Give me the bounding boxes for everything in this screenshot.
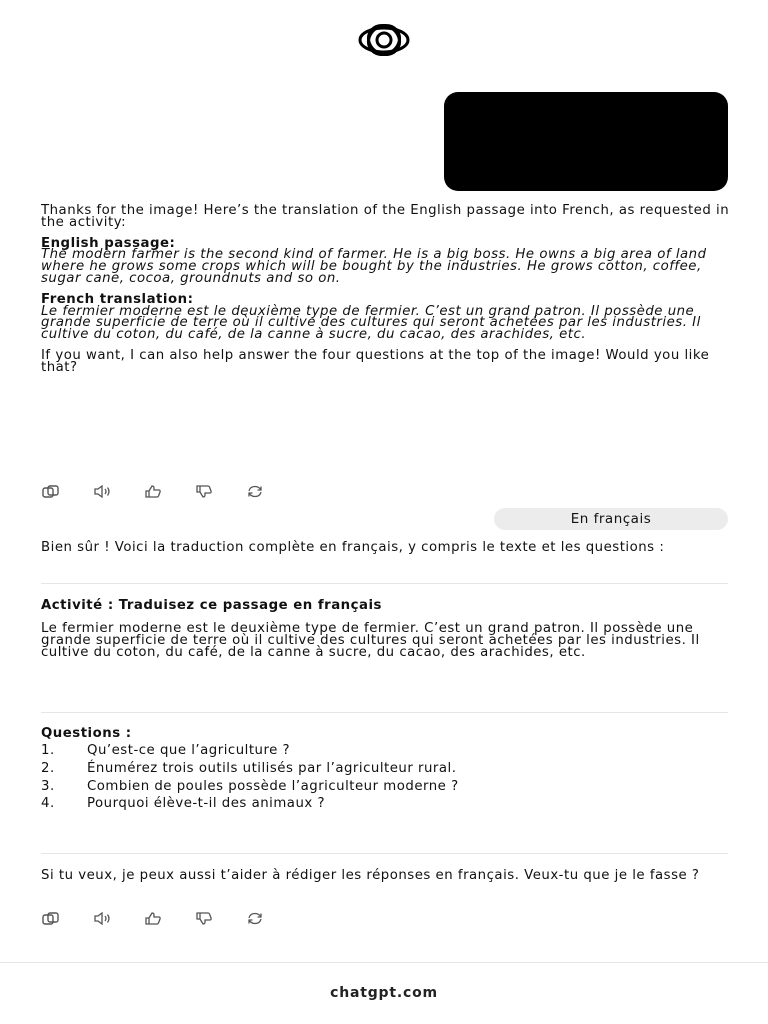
activity-heading: Activité : Traduisez ce passage en français [41,598,382,613]
divider [41,712,728,713]
divider [41,583,728,584]
reply2-outro: Si tu veux, je peux aussi t’aider à rédiger les réponses en français. Veux-tu que je le fasse ? [41,868,700,883]
regenerate-icon[interactable] [245,911,265,925]
list-item: 1. Qu’est-ce que l’agriculture ? [41,743,291,758]
english-heading: English passage: [41,235,176,251]
questions-list [41,745,731,816]
list-item: 3. Combien de poules possède l’agriculteur moderne ? [41,778,459,794]
message-actions-2 [41,910,265,926]
reply2-intro: Bien sûr ! Voici la traduction complète en français, y compris le texte et les questions : [41,540,665,555]
thumbs-up-icon[interactable] [143,484,163,498]
read-aloud-icon[interactable] [92,911,112,925]
activity-passage: Le fermier moderne est le deuxième type de fermier. C’est un grand patron. Il possède une grande superficie de terre où il cultive des cultures qui seront achetées par les industries. Il cultive du coton, du café, de la canne à sucre, du cacao, des arachides, etc. [41,621,700,660]
thumbs-down-icon[interactable] [194,484,214,498]
read-aloud-icon[interactable] [92,484,112,498]
french-heading: French translation: [41,291,194,307]
french-translation: Le fermier moderne est le deuxième type de fermier. C’est un grand patron. Il possède une grande superficie de terre où il cultive des cultures qui seront achetées par les industries. Il cultive du coton, du café, de la canne à sucre, du cacao, des arachides, etc. [41,303,701,343]
questions-heading: Questions : [41,726,132,741]
reply2-outro-block [41,870,731,882]
english-passage: The modern farmer is the second kind of farmer. He is a big boss. He owns a big area of land where he grows some crops which will be bought by the industries. He grows cotton, coffee, sugar cane, cocoa, groundnuts and so on. [41,247,707,286]
list-item: 2. Énumérez trois outils utilisés par l’agriculteur rural. [41,760,457,776]
divider [41,853,728,854]
copy-icon[interactable] [41,911,61,925]
reply-outro: If you want, I can also help answer the four questions at the top of the image! Would you like that? [41,347,710,375]
reply-intro: Thanks for the image! Here’s the translation of the English passage into French, as requested in the activity: [41,203,730,230]
thumbs-down-icon[interactable] [194,911,214,925]
copy-icon[interactable] [41,484,61,498]
openai-logo-icon [329,22,439,58]
message-actions-1 [41,483,265,499]
user-message: En français [494,508,728,530]
assistant-message-1 [41,205,731,383]
footer-divider [0,962,768,963]
list-item: 4. Pourquoi élève-t-il des animaux ? [41,796,326,812]
activity-passage-block [41,623,731,658]
assistant-message-2-intro [41,542,731,554]
uploaded-image[interactable] [444,92,728,191]
regenerate-icon[interactable] [245,484,265,498]
site-url[interactable]: chatgpt.com [330,985,438,1001]
thumbs-up-icon[interactable] [143,911,163,925]
